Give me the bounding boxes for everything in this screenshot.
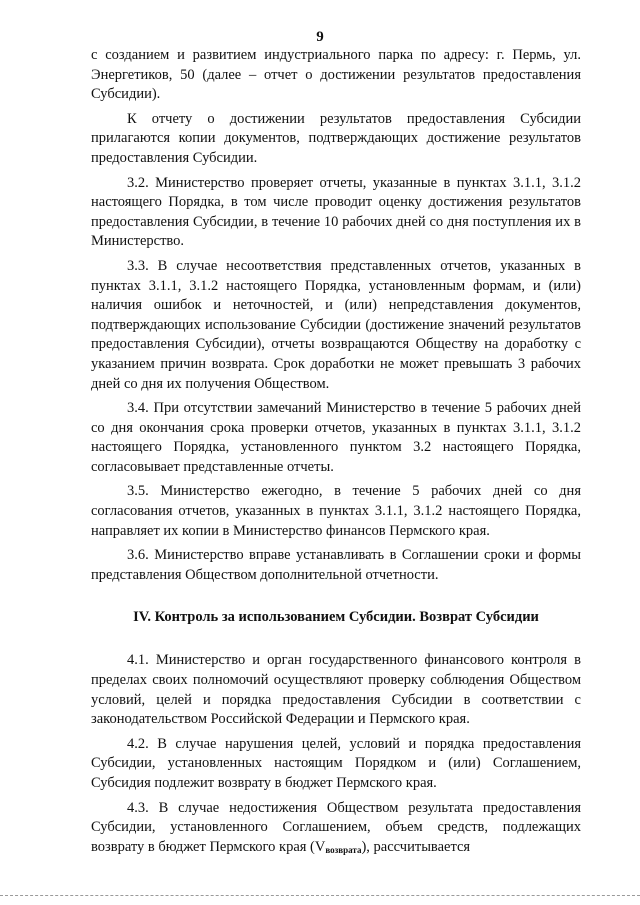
- paragraph-4-2: 4.2. В случае нарушения целей, условий и порядка предоставления Субсидии, установленных настоящим Порядком и (или) Соглашением, Субсидия подлежит возврату в бюджет Пермского края.: [91, 735, 581, 791]
- paragraph-continuation: с созданием и развитием индустриального парка по адресу: г. Пермь, ул. Энергетиков, 50 (далее – отчет о достижении результатов предоставления Субсидии).: [91, 47, 581, 103]
- formula-v-return: [315, 839, 362, 855]
- paragraph-4-3: [91, 799, 581, 861]
- paragraph-4-1: 4.1. Министерство и орган государственного финансового контроля в пределах своих полномочий осуществляют проверку соблюдения Обществом условий, целей и порядка предоставления Субсидии в соответствии с законодательством Российской Федерации и Пермского края.: [91, 652, 581, 728]
- paragraph-3-6: 3.6. Министерство вправе устанавливать в Соглашении сроки и формы представления Обществом дополнительной отчетности.: [91, 547, 581, 583]
- paragraph-4-3-text: 4.3. В случае недостижения Обществом результата предоставления Субсидии, установленного Соглашением, объем средств, подлежащих возврату в бюджет Пермского края (: [91, 799, 581, 855]
- paragraph-3-3: 3.3. В случае несоответствия представленных отчетов, указанных в пунктах 3.1.1, 3.1.2 настоящего Порядка, установленным формам, и (или) наличия ошибок и неточностей, и (или) непредставления документов, подтверждающих использование Субсидии (достижение значений результатов предоставления Субсидии), отчеты возвращаются Обществу на доработку с указанием причин возврата. Срок доработки не может превышать 3 рабочих дней со дня их получения Обществом.: [91, 257, 581, 392]
- paragraph-4-3-text-end: ), рассчитывается: [361, 838, 471, 855]
- paragraph-report-attachments: К отчету о достижении результатов предоставления Субсидии прилагаются копии документов, подтверждающих достижение результатов предоставления Субсидии.: [91, 110, 581, 166]
- formula-symbol: V: [314, 838, 326, 855]
- paragraph-3-2: 3.2. Министерство проверяет отчеты, указанные в пунктах 3.1.1, 3.1.2 настоящего Порядка, в том числе проводит оценку достижения результатов предоставления Субсидии, в течение 10 рабочих дней со дня поступления их в Министерство.: [91, 174, 581, 250]
- formula-subscript: возврата: [325, 844, 362, 855]
- paragraph-3-4: 3.4. При отсутствии замечаний Министерство в течение 5 рабочих дней со дня окончания срока проверки отчетов, указанных в пунктах 3.1.1, 3.1.2 настоящего Порядка, установленного пунктом 3.2 настоящего Порядка, согласовывает представленные отчеты.: [91, 400, 581, 475]
- page-number: 9: [316, 29, 324, 45]
- paragraph-3-5: 3.5. Министерство ежегодно, в течение 5 рабочих дней со дня согласования отчетов, указанных в пунктах 3.1.1, 3.1.2 настоящего Порядка, направляет их копии в Министерство финансов Пермского края.: [91, 483, 581, 539]
- section-heading: IV. Контроль за использованием Субсидии. Возврат Субсидии: [133, 609, 539, 626]
- page-bottom-edge: [0, 895, 640, 896]
- document-body: [91, 46, 581, 865]
